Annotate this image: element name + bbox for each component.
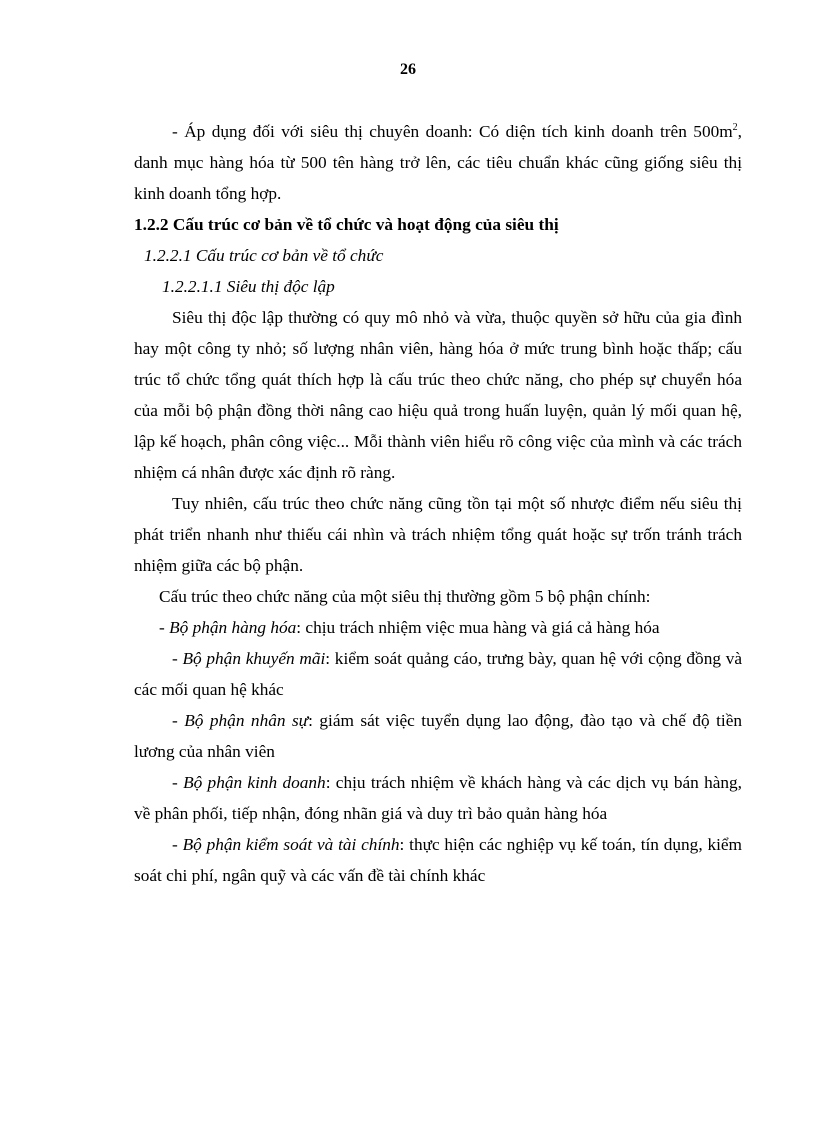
department-desc: : giám sát việc tuyển dụng lao động, đào tạo và chế độ tiền lương của nhân viên [134, 711, 743, 761]
department-item [134, 612, 742, 643]
list-dash: - [172, 711, 185, 730]
section-heading: 1.2.2 Cấu trúc cơ bản về tổ chức và hoạt động của siêu thị [134, 215, 559, 234]
subsubsection-heading: 1.2.2.1.1 Siêu thị độc lập [162, 277, 335, 296]
department-term: Bộ phận hàng hóa [169, 618, 297, 637]
department-term: Bộ phận khuyến mãi [182, 649, 326, 668]
intro-text-start: - Áp dụng đối với siêu thị chuyên doanh: Có diện tích kinh doanh trên 500m [172, 122, 733, 141]
list-dash: - [172, 649, 183, 668]
page-content [134, 116, 742, 891]
page-number: 26 [400, 61, 416, 78]
department-desc: : kiểm soát quảng cáo, trưng bày, quan hệ với cộng đồng và các mối quan hệ khác [134, 649, 743, 699]
body-paragraph: Siêu thị độc lập thường có quy mô nhỏ và vừa, thuộc quyền sở hữu của gia đình hay một công ty nhỏ; số lượng nhân viên, hàng hóa ở mức trung bình hoặc thấp; cấu trúc tổ chức tổng quát thích hợp là cấu trúc theo chức năng, cho phép sự chuyển hóa của mỗi bộ phận đồng thời nâng cao hiệu quả trong huấn luyện, quản lý mối quan hệ, lập kế hoạch, phân công việc... Mỗi thành viên hiểu rõ công việc của mình và các trách nhiệm cá nhân được xác định rõ ràng. [134, 308, 742, 482]
department-desc: : chịu trách nhiệm việc mua hàng và giá cả hàng hóa [296, 618, 660, 637]
subsection-heading: 1.2.2.1 Cấu trúc cơ bản về tổ chức [144, 246, 384, 265]
department-item [134, 767, 742, 829]
department-item [134, 829, 742, 891]
department-term: Bộ phận kiểm soát và tài chính [182, 835, 400, 854]
intro-paragraph [134, 116, 742, 209]
body-paragraph: Tuy nhiên, cấu trúc theo chức năng cũng tồn tại một số nhược điểm nếu siêu thị phát triển nhanh như thiếu cái nhìn và trách nhiệm tổng quát hoặc sự trốn tránh trách nhiệm giữa các bộ phận. [134, 494, 742, 575]
department-term: Bộ phận kinh doanh [183, 773, 326, 792]
superscript: 2 [732, 122, 738, 133]
department-desc: : thực hiện các nghiệp vụ kế toán, tín dụng, kiểm soát chi phí, ngân quỹ và các vấn đề tài chính khác [134, 835, 742, 885]
department-item [134, 643, 742, 705]
intro-text-end: , danh mục hàng hóa từ 500 tên hàng trở lên, các tiêu chuẩn khác cũng giống siêu thị kinh doanh tổng hợp. [134, 122, 742, 203]
body-paragraph: Cấu trúc theo chức năng của một siêu thị thường gồm 5 bộ phận chính: [159, 587, 651, 606]
department-desc: : chịu trách nhiệm về khách hàng và các dịch vụ bán hàng, về phân phối, tiếp nhận, đóng nhãn giá và duy trì bảo quản hàng hóa [134, 773, 742, 823]
list-dash: - [172, 773, 184, 792]
list-dash: - [159, 618, 170, 637]
department-item [134, 705, 742, 767]
department-term: Bộ phận nhân sự [184, 711, 309, 730]
list-dash: - [172, 835, 183, 854]
